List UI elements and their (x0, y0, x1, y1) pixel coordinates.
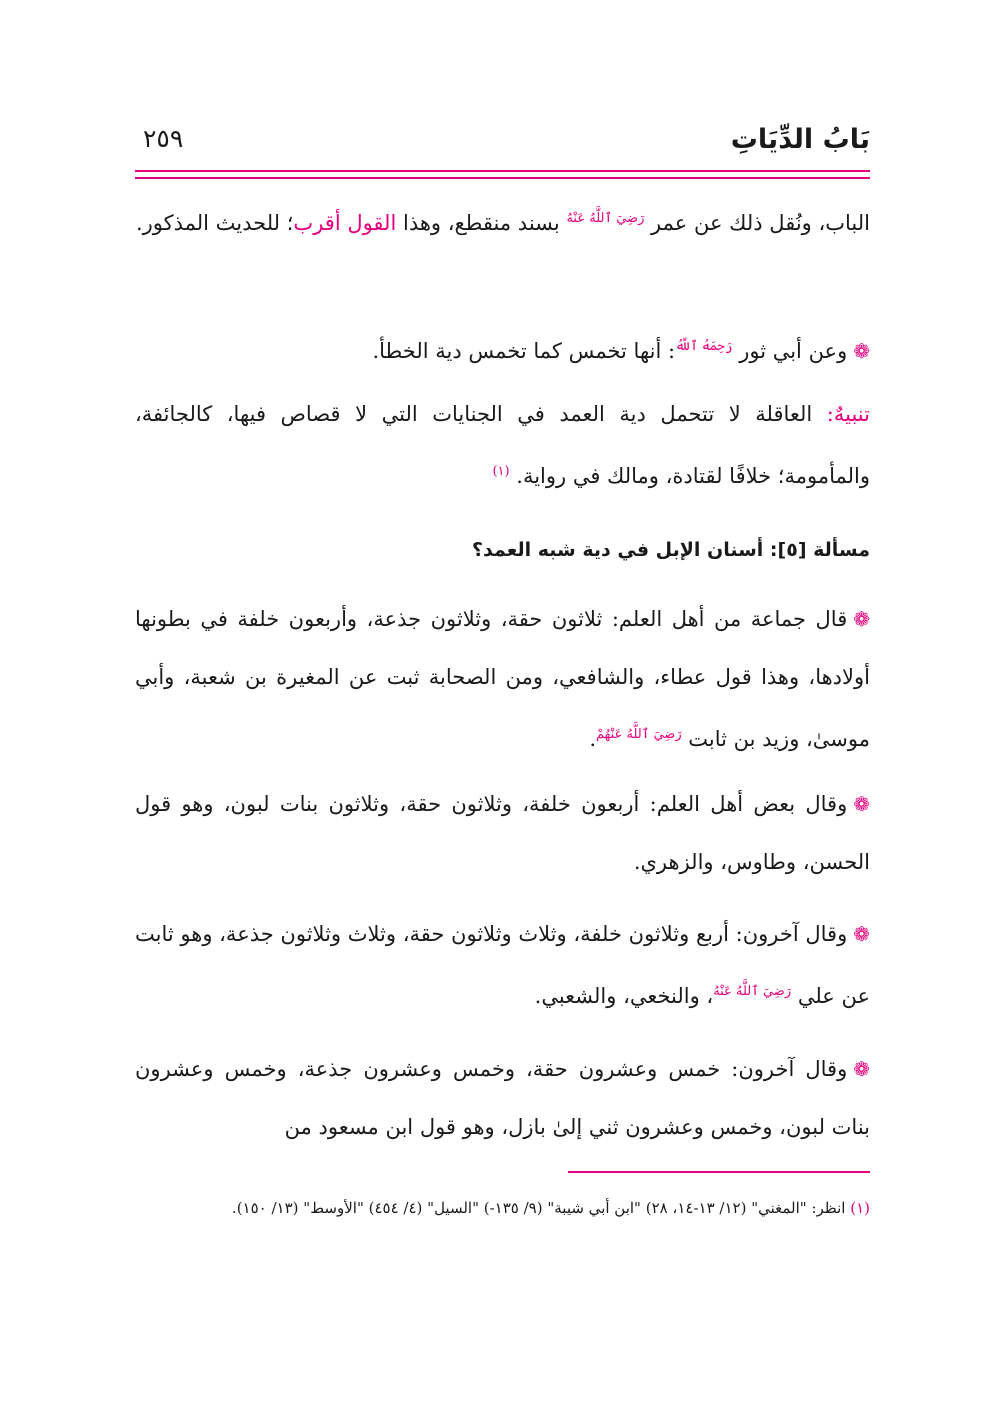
footnote-separator (568, 1171, 870, 1173)
masala-heading: مسألة [٥]: أسنان الإبل في دية شبه العمد؟ (472, 539, 870, 561)
paragraph-4-text-b: . (589, 727, 597, 751)
paragraph-4-text-a: قال جماعة من أهل العلم: ثلاثون حقة، وثلاثون جذعة، وأربعون خلفة في بطونها أولادها، وهذا قول عطاء، والشافعي، ومن الصحابة ثبت عن المغيرة بن شعبة، وأبي موسىٰ، وزيد بن ثابت (135, 607, 870, 751)
paragraph-1-text-c: ؛ للحديث المذكور. (135, 211, 294, 235)
paragraph-5 (135, 775, 870, 891)
paragraph-2-text-b: : أنها تخمس كما تخمس دية الخطأ. (372, 339, 676, 363)
paragraph-1-text-b: بسند منقطع، وهذا (402, 211, 560, 235)
header-rule-thick (135, 170, 870, 172)
paragraph-4 (135, 590, 870, 768)
chapter-title: بَابُ الدِّيَاتِ (730, 124, 870, 155)
paragraph-6-text-a: وقال آخرون: أربع وثلاثون خلفة، وثلاث وثلاثون حقة، وثلاث وثلاثون جذعة، وهو ثابت عن علي (135, 922, 870, 1008)
paragraph-2 (135, 318, 870, 380)
paragraph-7 (135, 1040, 870, 1156)
paragraph-1-text-a: الباب، ونُقل ذلك عن عمر (651, 211, 870, 235)
footnote-reference: (١) (492, 464, 510, 479)
flower-ornament-icon: ❁ (853, 922, 870, 946)
note-label: تنبيهٌ: (826, 402, 870, 426)
paragraph-3-note (135, 385, 870, 505)
honorific-glyph: رَضِيَ ٱللَّهُ عَنْهُ (566, 211, 645, 226)
paragraph-1 (135, 190, 870, 252)
flower-ornament-icon: ❁ (853, 607, 870, 631)
footnote (135, 1193, 870, 1223)
honorific-glyph: رَضِيَ ٱللَّهُ عَنْهُ (713, 984, 792, 999)
paragraph-6 (135, 905, 870, 1025)
note-text: العاقلة لا تتحمل دية العمد في الجنايات التي لا قصاص فيها، كالجائفة، والمأمومة؛ خلافًا لقتادة، ومالك في رواية. (135, 402, 870, 488)
flower-ornament-icon: ❁ (853, 1057, 870, 1081)
page-header (135, 124, 870, 168)
section-heading (135, 520, 870, 579)
flower-ornament-icon: ❁ (853, 792, 870, 816)
paragraph-5-text: وقال بعض أهل العلم: أربعون خلفة، وثلاثون حقة، وثلاثون بنات لبون، وهو قول الحسن، وطاوس، والزهري. (135, 792, 870, 874)
paragraph-7-text: وقال آخرون: خمس وعشرون حقة، وخمس وعشرون جذعة، وخمس وعشرون بنات لبون، وخمس وعشرون ثني إلىٰ بازل، وهو قول ابن مسعود من (135, 1057, 870, 1139)
paragraph-2-text-a: وعن أبي ثور (739, 339, 848, 363)
footnote-text: انظر: "المغني" (١٢/ ١٣-١٤، ٢٨) "ابن أبي شيبة" (٩/ ١٣٥-) "السيل" (٤/ ٤٥٤) "الأوسط" (١٣/ ١٥٠). (231, 1199, 846, 1217)
page-number: ٢٥٩ (143, 124, 184, 153)
paragraph-6-text-b: ، والنخعي، والشعبي. (534, 984, 714, 1008)
highlighted-phrase: القول أقرب (293, 211, 397, 235)
flower-ornament-icon: ❁ (853, 339, 870, 363)
footnote-number: (١) (850, 1199, 870, 1217)
header-rule-thin (135, 177, 870, 179)
honorific-glyph: رَضِيَ ٱللَّهُ عَنْهُمْ (596, 727, 682, 742)
honorific-glyph: رَحِمَهُ ٱللَّهُ (675, 339, 733, 354)
